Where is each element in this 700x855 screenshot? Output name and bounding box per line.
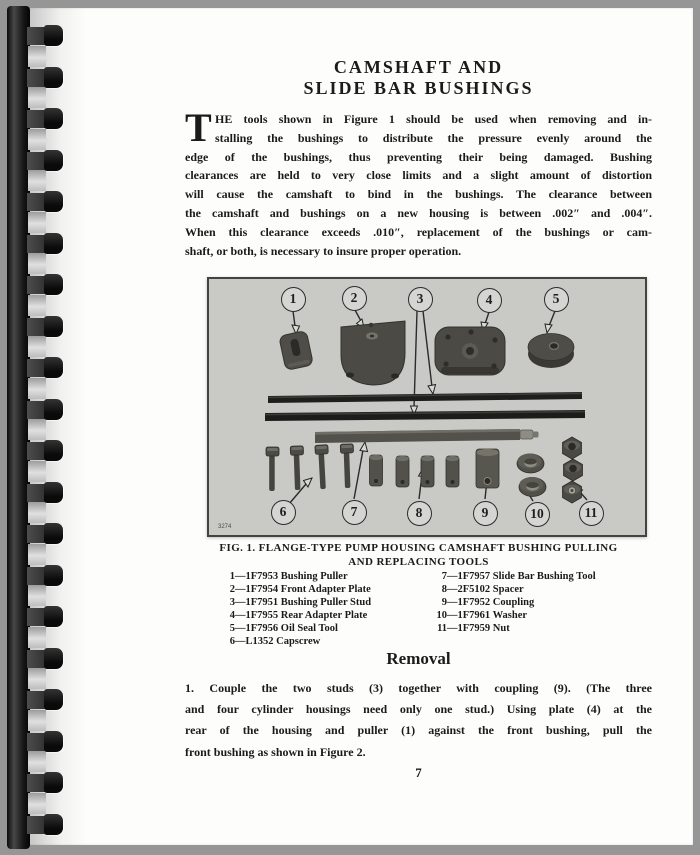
photo-number: 3274 <box>218 524 232 530</box>
intro-paragraph <box>185 105 652 260</box>
caption-line-1: FIG. 1. FLANGE-TYPE PUMP HOUSING CAMSHAFT BUSHING PULLING <box>219 542 618 554</box>
binding-curl <box>28 170 46 191</box>
removal-line: 1. Couple the two studs (3) together with coupling (9). (The three <box>185 681 652 695</box>
callout-10: 10 <box>525 502 550 527</box>
binding-tooth <box>44 482 63 503</box>
removal-heading: Removal <box>386 649 451 668</box>
part-row: 6 —L1352 Capscrew <box>229 635 321 647</box>
binding-tooth <box>44 399 63 420</box>
callout-9: 9 <box>473 501 498 526</box>
tools-illustration <box>209 279 645 535</box>
binding-curl <box>28 46 46 67</box>
intro-line: stalling the bushings to distribute the pressure evenly around the <box>215 130 652 145</box>
binding-curl <box>28 627 46 648</box>
removal-line: rear of the housing and puller (1) against the front bushing, pull the <box>185 723 652 738</box>
callout-2: 2 <box>342 286 367 311</box>
binding-curl <box>28 461 46 482</box>
caption-line-2: AND REPLACING TOOLS <box>348 555 489 568</box>
removal-paragraph <box>185 678 652 763</box>
binding-curl <box>28 129 46 150</box>
callout-7: 7 <box>342 500 367 525</box>
coupling <box>476 449 499 488</box>
binding-curl <box>28 295 46 316</box>
binding-tooth <box>44 316 63 337</box>
part-row: 7 —1F7957 Slide Bar Bushing Tool <box>441 571 596 582</box>
binding-curl <box>28 336 46 357</box>
page-title <box>185 57 652 99</box>
binding-curl <box>28 87 46 108</box>
figure-caption <box>185 542 652 569</box>
front-adapter-plate <box>341 321 405 385</box>
part-row: 8 —2F5102 Spacer <box>441 583 524 595</box>
binding-tooth <box>44 150 63 171</box>
binding-tooth <box>44 25 63 46</box>
binding-curl <box>28 378 46 399</box>
page-number: 7 <box>415 765 422 780</box>
binding-curl <box>28 253 46 274</box>
parts-list-left <box>219 571 371 648</box>
title-line-1: CAMSHAFT AND <box>333 57 504 77</box>
part-row: 3 —1F7951 Bushing Puller Stud <box>229 596 372 608</box>
binding-curl <box>28 751 46 772</box>
oil-seal-tool <box>528 334 574 369</box>
intro-line: will cause the camshaft to bind in the bushings. The clearance between <box>185 187 652 202</box>
parts-list-right <box>431 571 596 636</box>
intro-line: shaft, or both, is necessary to insure proper operation. <box>185 243 462 258</box>
binding-tooth <box>44 274 63 295</box>
binding-tooth <box>44 565 63 586</box>
binding-tooth <box>44 648 63 669</box>
part-row: 9 —1F7952 Coupling <box>441 596 535 608</box>
intro-line: edge of the bushings, thus preventing their being damaged. Bushing <box>185 149 652 164</box>
callout-3: 3 <box>408 287 433 312</box>
binding-curl <box>28 710 46 731</box>
title-line-2: SLIDE BAR BUSHINGS <box>303 78 534 98</box>
binding-curl <box>28 502 46 523</box>
binding-tooth <box>44 731 63 752</box>
binding-tooth <box>44 814 63 835</box>
binding-tooth <box>44 357 63 378</box>
binding-tooth <box>44 108 63 129</box>
binding-curl <box>28 668 46 689</box>
callout-1: 1 <box>281 287 306 312</box>
binding-tooth <box>44 689 63 710</box>
intro-line: When this clearance exceeds .010″, replacement of the bushings or cam- <box>185 224 652 239</box>
bushing-puller-studs <box>265 392 585 421</box>
callout-4: 4 <box>477 288 502 313</box>
rear-adapter-plate <box>435 327 505 375</box>
bushing-puller <box>279 330 314 370</box>
part-row: 11 —1F7959 Nut <box>437 622 510 634</box>
callout-11: 11 <box>579 501 604 526</box>
binding-tooth <box>44 67 63 88</box>
removal-line: and four cylinder housings need only one stud.) Using plate (4) at the <box>185 702 652 717</box>
comb-binding <box>0 0 70 855</box>
part-row: 4 —1F7955 Rear Adapter Plate <box>229 609 368 621</box>
intro-line: HE tools shown in Figure 1 should be used when removing and in- <box>215 112 652 126</box>
binding-tooth <box>44 772 63 793</box>
binding-curl <box>28 419 46 440</box>
binding-curl <box>28 212 46 233</box>
binding-curl <box>28 793 46 814</box>
callout-5: 5 <box>544 287 569 312</box>
intro-line: clearances are held to very close limits and a slight amount of distortion <box>185 168 652 183</box>
binding-tooth <box>44 523 63 544</box>
binding-curl <box>28 544 46 565</box>
figure-1-photo <box>207 277 647 537</box>
part-row: 1 —1F7953 Bushing Puller <box>229 571 348 582</box>
binding-tooth <box>44 440 63 461</box>
binding-tooth <box>44 606 63 627</box>
part-row: 10 —1F7961 Washer <box>436 609 528 621</box>
intro-line: the camshaft and bushings on a new housing is between .002″ and .004″. <box>185 205 652 220</box>
binding-spine <box>7 6 30 849</box>
callout-8: 8 <box>407 501 432 526</box>
binding-tooth <box>44 191 63 212</box>
part-row: 5 —1F7956 Oil Seal Tool <box>229 622 338 634</box>
part-row: 2 —1F7954 Front Adapter Plate <box>229 583 371 595</box>
slide-bar-bushing-tool <box>315 429 539 443</box>
drop-cap: T <box>185 105 212 150</box>
removal-line: front bushing as shown in Figure 2. <box>185 744 366 759</box>
callout-6: 6 <box>271 500 296 525</box>
binding-curl <box>28 585 46 606</box>
binding-tooth <box>44 233 63 254</box>
